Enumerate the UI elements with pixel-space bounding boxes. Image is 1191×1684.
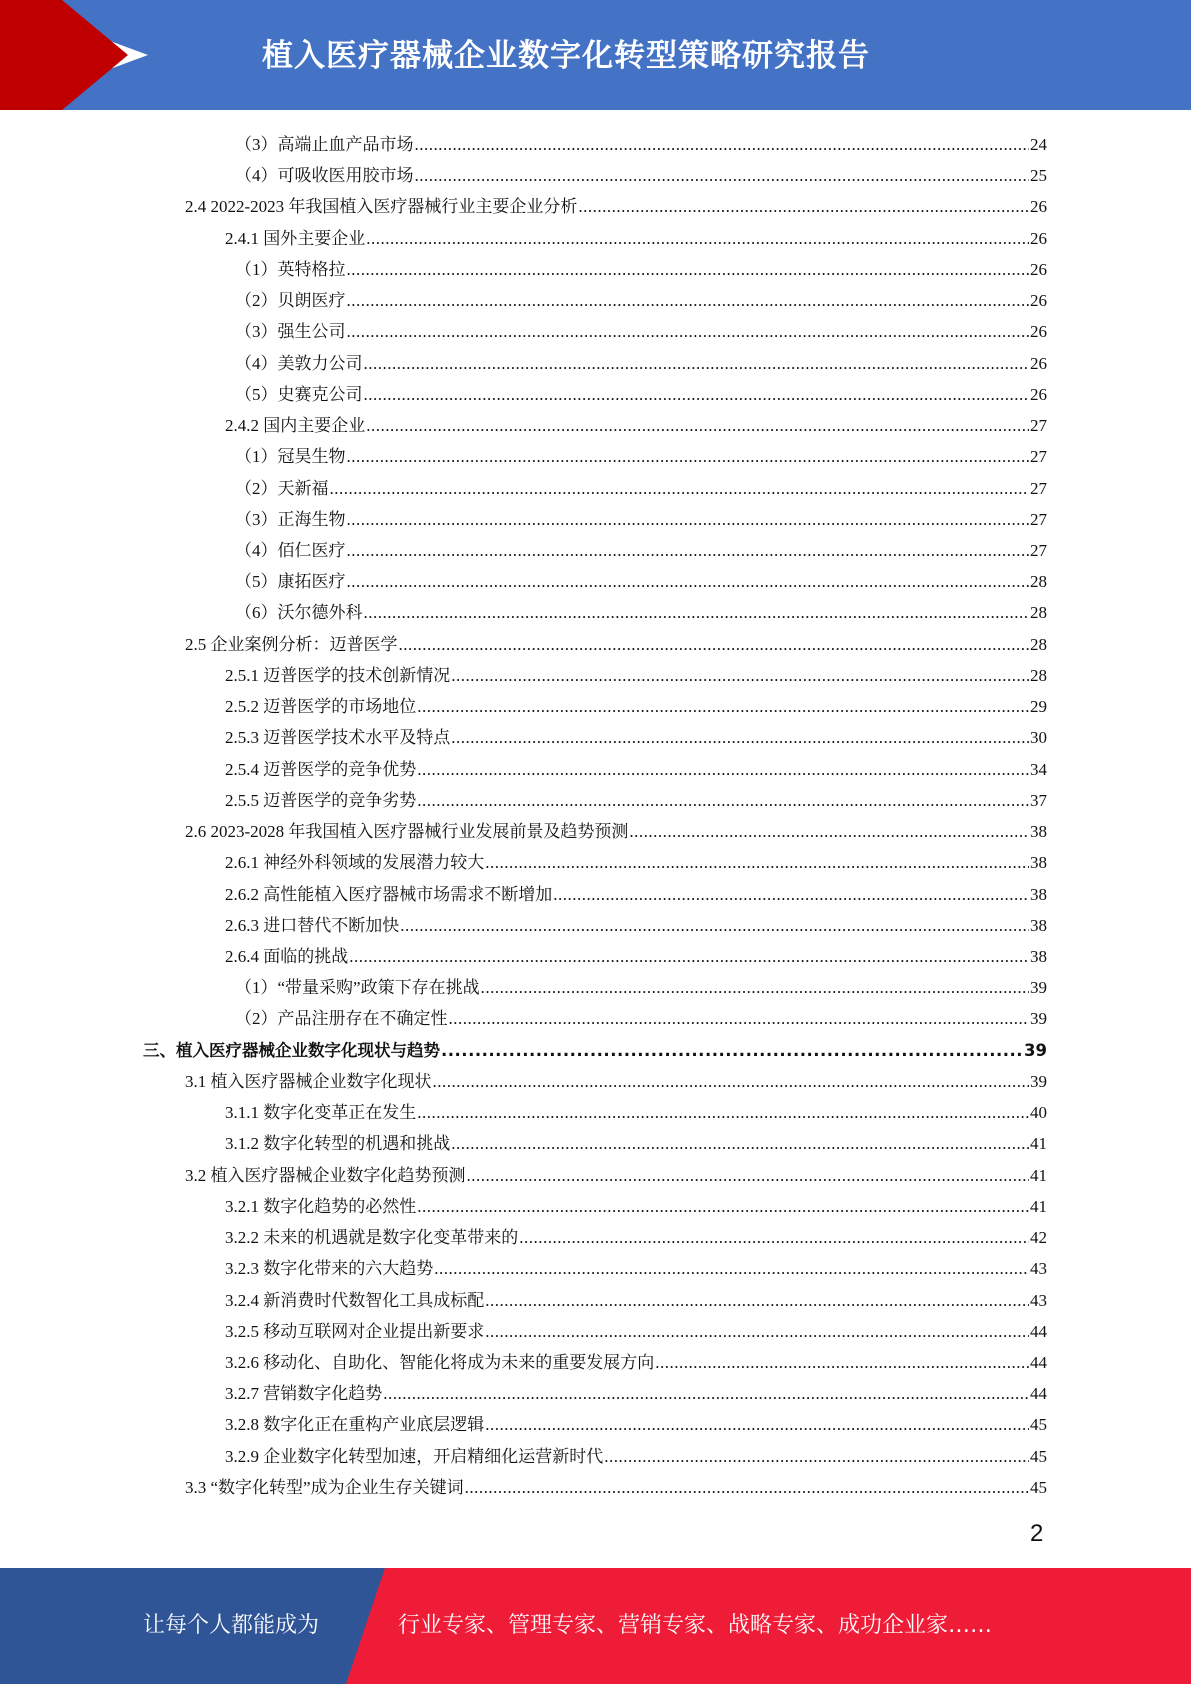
toc-leader-dots — [451, 660, 1029, 691]
toc-entry-page: 39 — [1024, 1040, 1047, 1060]
toc-entry[interactable] — [185, 1066, 1047, 1097]
toc-entry-page: 38 — [1030, 884, 1047, 904]
toc-entry[interactable] — [225, 1285, 1047, 1316]
toc-entry-page: 28 — [1030, 665, 1047, 685]
toc-entry[interactable] — [225, 1378, 1047, 1409]
toc-leader-dots — [451, 1128, 1029, 1159]
toc-entry-page: 26 — [1030, 322, 1047, 342]
toc-entry-label: （1）“带量采购”政策下存在挑战 — [235, 978, 480, 998]
toc-leader-dots — [417, 1097, 1029, 1128]
toc-leader-dots — [347, 504, 1030, 535]
toc-entry-label: （3）强生公司 — [235, 322, 346, 342]
toc-entry-label: 2.6 2023-2028 年我国植入医疗器械行业发展前景及趋势预测 — [185, 822, 629, 842]
toc-entry[interactable] — [235, 441, 1047, 472]
toc-entry-label: （2）贝朗医疗 — [235, 291, 346, 311]
toc-entry-label: 2.6.1 神经外科领域的发展潜力较大 — [225, 853, 485, 873]
toc-leader-dots — [347, 441, 1030, 472]
toc-entry[interactable] — [225, 1347, 1047, 1378]
toc-entry[interactable] — [185, 1160, 1047, 1191]
toc-leader-dots — [364, 379, 1030, 410]
toc-leader-dots — [349, 941, 1029, 972]
toc-entry-page: 45 — [1030, 1477, 1047, 1497]
toc-leader-dots — [433, 1066, 1030, 1097]
footer-slogan-right: 行业专家、管理专家、营销专家、战略专家、成功企业家…… — [398, 1613, 993, 1638]
toc-leader-dots — [415, 160, 1030, 191]
toc-entry-label: 3.1 植入医疗器械企业数字化现状 — [185, 1071, 432, 1091]
toc-entry[interactable] — [225, 223, 1047, 254]
report-title: 植入医疗器械企业数字化转型策略研究报告 — [262, 38, 870, 74]
toc-entry[interactable] — [185, 629, 1047, 660]
footer-slogan-left: 让每个人都能成为 — [143, 1613, 320, 1638]
toc-leader-dots — [485, 847, 1029, 878]
toc-leader-dots — [481, 972, 1029, 1003]
toc-entry-page: 42 — [1030, 1228, 1047, 1248]
toc-entry-page: 26 — [1030, 259, 1047, 279]
toc-entry-label: 2.5 企业案例分析：迈普医学 — [185, 634, 398, 654]
toc-entry-page: 37 — [1030, 790, 1047, 810]
toc-entry[interactable] — [235, 129, 1047, 160]
toc-entry[interactable] — [225, 410, 1047, 441]
toc-entry[interactable] — [235, 566, 1047, 597]
toc-leader-dots — [655, 1347, 1029, 1378]
toc-entry-page: 27 — [1030, 478, 1047, 498]
toc-entry-label: 2.5.2 迈普医学的市场地位 — [225, 697, 417, 717]
toc-entry[interactable] — [235, 348, 1047, 379]
toc-entry-label: 2.6.2 高性能植入医疗器械市场需求不断增加 — [225, 884, 553, 904]
toc-entry-page: 40 — [1030, 1103, 1047, 1123]
toc-leader-dots — [364, 597, 1030, 628]
toc-leader-dots — [347, 285, 1030, 316]
toc-entry[interactable] — [225, 1409, 1047, 1440]
toc-entry[interactable] — [235, 473, 1047, 504]
toc-entry[interactable] — [235, 597, 1047, 628]
toc-entry[interactable] — [225, 1222, 1047, 1253]
toc-entry-page: 41 — [1030, 1196, 1047, 1216]
toc-entry-label: 3.2.4 新消费时代数智化工具成标配 — [225, 1290, 485, 1310]
toc-entry-page: 39 — [1030, 1009, 1047, 1029]
toc-entry[interactable] — [235, 254, 1047, 285]
toc-entry-label: 2.5.1 迈普医学的技术创新情况 — [225, 665, 451, 685]
toc-leader-dots — [347, 254, 1030, 285]
toc-leader-dots — [417, 754, 1029, 785]
toc-entry[interactable] — [225, 1253, 1047, 1284]
toc-entry[interactable] — [225, 1316, 1047, 1347]
toc-entry[interactable] — [225, 1128, 1047, 1159]
toc-entry-page: 44 — [1030, 1321, 1047, 1341]
toc-entry-page: 45 — [1030, 1415, 1047, 1435]
toc-entry[interactable] — [225, 1191, 1047, 1222]
toc-entry-page: 34 — [1030, 759, 1047, 779]
toc-entry-page: 44 — [1030, 1384, 1047, 1404]
toc-leader-dots — [449, 1003, 1030, 1034]
toc-entry-page: 41 — [1030, 1165, 1047, 1185]
toc-entry-label: 2.4.1 国外主要企业 — [225, 228, 366, 248]
toc-leader-dots — [364, 348, 1030, 379]
header-chevron-icon — [0, 0, 140, 110]
toc-leader-dots — [400, 910, 1029, 941]
toc-leader-dots — [347, 316, 1030, 347]
toc-entry-label: （5）康拓医疗 — [235, 572, 346, 592]
toc-leader-dots — [347, 535, 1030, 566]
toc-entry[interactable] — [225, 910, 1047, 941]
toc-leader-dots — [465, 1472, 1029, 1503]
toc-entry[interactable] — [225, 691, 1047, 722]
toc-entry-label: 3.2.9 企业数字化转型加速，开启精细化运营新时代 — [225, 1446, 604, 1466]
toc-entry-label: 2.5.3 迈普医学技术水平及特点 — [225, 728, 451, 748]
toc-entry[interactable] — [225, 785, 1047, 816]
toc-entry[interactable] — [235, 379, 1047, 410]
toc-entry-label: 2.6.4 面临的挑战 — [225, 946, 349, 966]
toc-entry[interactable] — [225, 754, 1047, 785]
toc-leader-dots — [485, 1285, 1029, 1316]
toc-entry-label: （4）佰仁医疗 — [235, 540, 346, 560]
toc-entry[interactable] — [235, 972, 1047, 1003]
toc-leader-dots — [399, 629, 1030, 660]
toc-entry-page: 27 — [1030, 540, 1047, 560]
toc-leader-dots — [383, 1378, 1029, 1409]
toc-entry-label: 3.2.2 未来的机遇就是数字化变革带来的 — [225, 1228, 519, 1248]
toc-entry-page: 38 — [1030, 946, 1047, 966]
toc-entry[interactable] — [143, 1035, 1047, 1066]
toc-leader-dots — [485, 1409, 1029, 1440]
toc-entry-label: 3.2.6 移动化、自助化、智能化将成为未来的重要发展方向 — [225, 1352, 655, 1372]
toc-leader-dots — [366, 223, 1029, 254]
toc-entry-label: 3.2.1 数字化趋势的必然性 — [225, 1196, 417, 1216]
toc-entry-label: （4）可吸收医用胶市场 — [235, 166, 414, 186]
toc-entry-label: 2.4.2 国内主要企业 — [225, 416, 366, 436]
toc-leader-dots — [441, 1035, 1023, 1066]
toc-entry[interactable] — [235, 535, 1047, 566]
toc-entry-label: 3.2.3 数字化带来的六大趋势 — [225, 1259, 434, 1279]
toc-entry[interactable] — [225, 847, 1047, 878]
toc-entry-label: 3.1.1 数字化变革正在发生 — [225, 1103, 417, 1123]
toc-entry-label: （1）冠昊生物 — [235, 447, 346, 467]
toc-entry-label: 3.2.5 移动互联网对企业提出新要求 — [225, 1321, 485, 1341]
toc-entry-page: 43 — [1030, 1290, 1047, 1310]
toc-leader-dots — [415, 129, 1030, 160]
toc-entry[interactable] — [235, 160, 1047, 191]
toc-entry[interactable] — [225, 941, 1047, 972]
toc-entry-label: （2）天新福 — [235, 478, 329, 498]
page-header — [0, 0, 1191, 110]
toc-leader-dots — [629, 816, 1029, 847]
toc-entry-page: 38 — [1030, 822, 1047, 842]
toc-entry-page: 30 — [1030, 728, 1047, 748]
toc-entry-label: （6）沃尔德外科 — [235, 603, 363, 623]
toc-entry-page: 38 — [1030, 853, 1047, 873]
toc-entry[interactable] — [235, 316, 1047, 347]
toc-entry-label: （3）高端止血产品市场 — [235, 135, 414, 154]
toc-entry[interactable] — [235, 504, 1047, 535]
toc-leader-dots — [485, 1316, 1029, 1347]
toc-entry-label: 三、植入医疗器械企业数字化现状与趋势 — [143, 1040, 440, 1060]
toc-entry-label: 3.1.2 数字化转型的机遇和挑战 — [225, 1134, 451, 1154]
toc-entry-page: 29 — [1030, 697, 1047, 717]
toc-entry-page: 26 — [1030, 228, 1047, 248]
toc-entry-label: （1）英特格拉 — [235, 259, 346, 279]
toc-entry-label: 2.5.4 迈普医学的竞争优势 — [225, 759, 417, 779]
toc-entry-label: 3.3 “数字化转型”成为企业生存关键词 — [185, 1477, 464, 1497]
toc-entry[interactable] — [235, 1003, 1047, 1034]
toc-leader-dots — [604, 1441, 1029, 1472]
toc-entry[interactable] — [225, 1097, 1047, 1128]
toc-leader-dots — [451, 722, 1029, 753]
toc-entry-page: 26 — [1030, 291, 1047, 311]
toc-entry-label: （3）正海生物 — [235, 509, 346, 529]
toc-entry-label: 3.2.7 营销数字化趋势 — [225, 1384, 383, 1404]
toc-entry-page: 28 — [1030, 572, 1047, 592]
toc-entry-label: 2.4 2022-2023 年我国植入医疗器械行业主要企业分析 — [185, 197, 578, 217]
toc-entry-page: 41 — [1030, 1134, 1047, 1154]
toc-leader-dots — [366, 410, 1029, 441]
toc-leader-dots — [417, 691, 1029, 722]
toc-entry[interactable] — [225, 1441, 1047, 1472]
toc-entry-page: 26 — [1030, 384, 1047, 404]
toc-entry-page: 26 — [1030, 197, 1047, 217]
toc-entry[interactable] — [185, 816, 1047, 847]
toc-entry[interactable] — [225, 660, 1047, 691]
toc-entry-page: 25 — [1030, 166, 1047, 186]
toc-entry-label: 3.2 植入医疗器械企业数字化趋势预测 — [185, 1165, 466, 1185]
toc-leader-dots — [553, 879, 1029, 910]
toc-entry-page: 43 — [1030, 1259, 1047, 1279]
toc-entry-page: 28 — [1030, 603, 1047, 623]
toc-leader-dots — [467, 1160, 1030, 1191]
toc-entry-page: 38 — [1030, 915, 1047, 935]
toc-entry-page: 24 — [1030, 135, 1047, 154]
toc-entry-page: 44 — [1030, 1352, 1047, 1372]
toc-leader-dots — [434, 1253, 1029, 1284]
toc-leader-dots — [417, 785, 1029, 816]
toc-entry[interactable] — [185, 1472, 1047, 1503]
toc-entry-page: 28 — [1030, 634, 1047, 654]
toc-entry[interactable] — [185, 191, 1047, 222]
toc-entry[interactable] — [225, 722, 1047, 753]
toc-entry-label: （2）产品注册存在不确定性 — [235, 1009, 448, 1029]
toc-entry-page: 27 — [1030, 509, 1047, 529]
toc-entry-label: （5）史赛克公司 — [235, 384, 363, 404]
toc-entry-page: 26 — [1030, 353, 1047, 373]
toc-leader-dots — [417, 1191, 1029, 1222]
toc-entry-page: 39 — [1030, 978, 1047, 998]
toc-entry-label: 2.5.5 迈普医学的竞争劣势 — [225, 790, 417, 810]
toc-entry[interactable] — [225, 879, 1047, 910]
toc-leader-dots — [330, 473, 1030, 504]
toc-entry-page: 45 — [1030, 1446, 1047, 1466]
toc-entry-page: 27 — [1030, 416, 1047, 436]
toc-entry-label: 2.6.3 进口替代不断加快 — [225, 915, 400, 935]
toc-entry-page: 27 — [1030, 447, 1047, 467]
toc-leader-dots — [347, 566, 1030, 597]
toc-entry-page: 39 — [1030, 1071, 1047, 1091]
toc-entry-label: 3.2.8 数字化正在重构产业底层逻辑 — [225, 1415, 485, 1435]
toc-leader-dots — [578, 191, 1029, 222]
toc-leader-dots — [519, 1222, 1029, 1253]
page-footer — [0, 1568, 1191, 1684]
page-number: 2 — [1030, 1520, 1044, 1547]
toc-entry-label: （4）美敦力公司 — [235, 353, 363, 373]
toc-entry[interactable] — [235, 285, 1047, 316]
